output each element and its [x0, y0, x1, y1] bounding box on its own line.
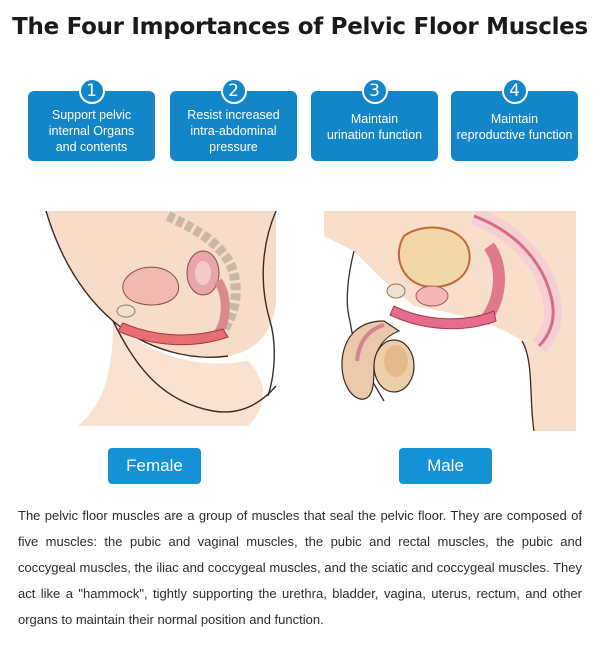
importance-card-1	[28, 81, 155, 161]
card-number-badge: 2	[221, 78, 247, 104]
card-number-badge: 3	[362, 78, 388, 104]
card-text: Maintain reproductive function	[456, 112, 573, 142]
card-text: Maintain urination function	[326, 112, 423, 142]
page-title: The Four Importances of Pelvic Floor Muscles	[12, 14, 588, 40]
importance-card-2	[170, 81, 297, 161]
card-number-badge: 1	[79, 78, 105, 104]
card-number-badge: 4	[502, 78, 528, 104]
importance-card-4	[451, 81, 578, 161]
male-pelvis-illustration	[324, 211, 576, 431]
male-label: Male	[399, 448, 492, 484]
female-label: Female	[108, 448, 201, 484]
description-paragraph: The pelvic floor muscles are a group of muscles that seal the pelvic floor. They are composed of five muscles: the pubic and vaginal muscles, the pubic and rectal muscles, the pubic and coccygeal muscles, the iliac and coccygeal muscles, and the sciatic and coccygeal muscles. They act like a "hammock", tightly supporting the urethra, bladder, vagina, uterus, rectum, and other organs to maintain their normal position and function.	[18, 508, 582, 627]
card-text: Resist increased intra-abdominal pressure	[187, 108, 280, 154]
importance-card-3	[311, 81, 438, 161]
female-pelvis-illustration	[18, 211, 283, 426]
card-text: Support pelvic internal Organs and contents	[48, 108, 135, 154]
